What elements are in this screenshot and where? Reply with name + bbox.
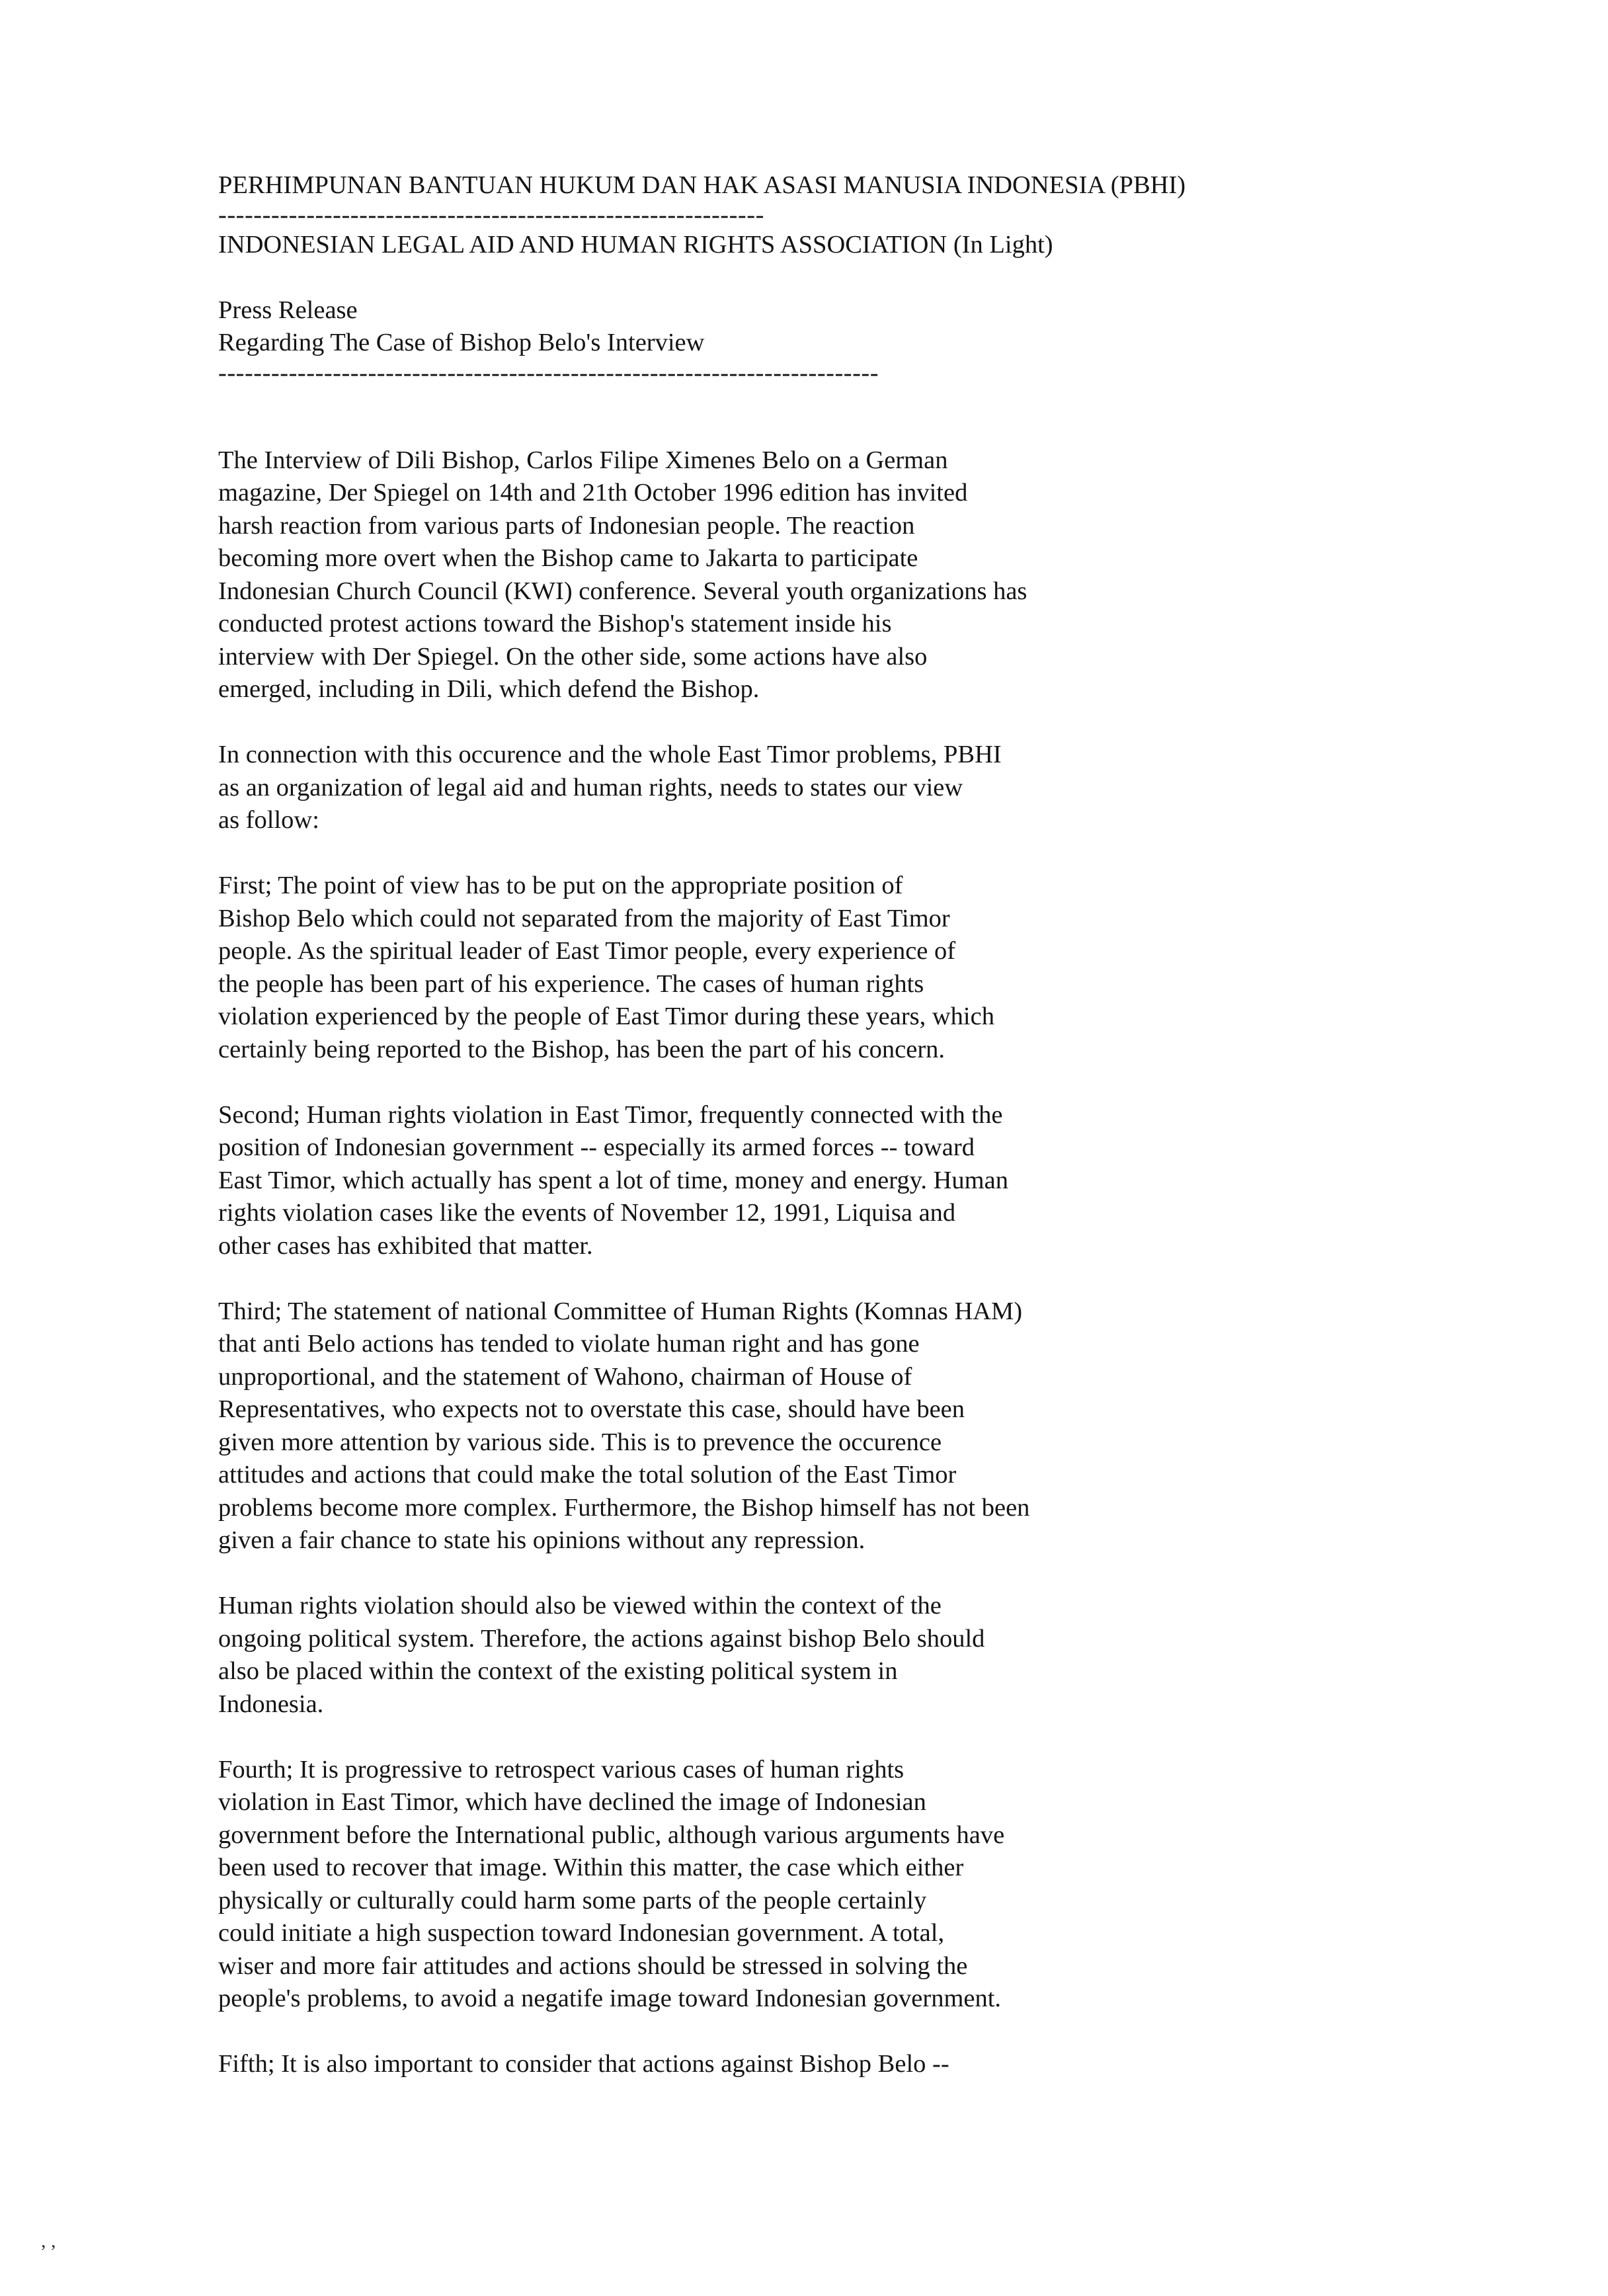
paragraph	[218, 1099, 1395, 1263]
paragraph-line: also be placed within the context of the existing political system in	[218, 1657, 898, 1685]
paragraph-line: violation in East Timor, which have declined the image of Indonesian	[218, 1788, 926, 1816]
paragraph-line: as an organization of legal aid and human rights, needs to states our view	[218, 773, 963, 801]
paragraph	[218, 870, 1395, 1066]
paragraph-line: as follow:	[218, 806, 319, 834]
paragraph-line: Indonesia.	[218, 1690, 324, 1718]
paragraph-line: Indonesian Church Council (KWI) conference. Several youth organizations has	[218, 577, 1027, 605]
paragraph-line: violation experienced by the people of East Timor during these years, which	[218, 1003, 994, 1030]
divider-rule: --------------------------------------------------------------	[218, 201, 764, 229]
paragraph-line: Fifth; It is also important to consider that actions against Bishop Belo --	[218, 2050, 949, 2078]
paragraph-line: conducted protest actions toward the Bishop's statement inside his	[218, 610, 892, 637]
paragraph-line: Representatives, who expects not to overstate this case, should have been	[218, 1395, 965, 1423]
paragraph	[218, 1590, 1395, 1721]
paragraph-line: Bishop Belo which could not separated from the majority of East Timor	[218, 904, 950, 932]
document-body	[218, 169, 1395, 2081]
paragraph	[218, 1754, 1395, 2016]
paragraph	[218, 444, 1395, 706]
paragraph-line: could initiate a high suspection toward Indonesian government. A total,	[218, 1919, 945, 1947]
paragraph-line: Second; Human rights violation in East Timor, frequently connected with the	[218, 1100, 1003, 1129]
paragraph-line: wiser and more fair attitudes and actions should be stressed in solving the	[218, 1951, 968, 1980]
paragraph-line: been used to recover that image. Within this matter, the case which either	[218, 1854, 964, 1881]
paragraph-line: interview with Der Spiegel. On the other side, some actions have also	[218, 642, 928, 671]
paragraph-line: given more attention by various side. This is to prevence the occurence	[218, 1428, 942, 1456]
paragraph-line: Human rights violation should also be viewed within the context of the	[218, 1592, 942, 1620]
paragraph-line: certainly being reported to the Bishop, has been the part of his concern.	[218, 1035, 945, 1063]
paragraph-line: emerged, including in Dili, which defend the Bishop.	[218, 675, 760, 703]
paragraph-line: problems become more complex. Furthermore, the Bishop himself has not been	[218, 1493, 1030, 1522]
paragraph-line: people's problems, to avoid a negatife image toward Indonesian government.	[218, 1985, 1002, 2012]
paragraph-line: magazine, Der Spiegel on 14th and 21th October 1996 edition has invited	[218, 479, 968, 507]
paragraph-line: ongoing political system. Therefore, the actions against bishop Belo should	[218, 1624, 985, 1653]
paragraph-line: The Interview of Dili Bishop, Carlos Filipe Ximenes Belo on a German	[218, 446, 948, 474]
paragraph-line: Third; The statement of national Committee of Human Rights (Komnas HAM)	[218, 1297, 1023, 1325]
scan-mark: , ,	[41, 2230, 56, 2252]
paragraph-line: harsh reaction from various parts of Indonesian people. The reaction	[218, 511, 915, 540]
paragraph-line: given a fair chance to state his opinions without any repression.	[218, 1526, 865, 1554]
org-name-indonesian: PERHIMPUNAN BANTUAN HUKUM DAN HAK ASASI MANUSIA INDONESIA (PBHI)	[218, 171, 1186, 199]
divider-rule: ---------------------------------------------------------------------------	[218, 358, 879, 387]
paragraph-line: that anti Belo actions has tended to violate human right and has gone	[218, 1330, 920, 1358]
paragraph-line: other cases has exhibited that matter.	[218, 1231, 593, 1260]
paragraph-line: physically or culturally could harm some parts of the people certainly	[218, 1886, 927, 1914]
press-release-text	[218, 444, 1395, 2081]
paragraph-line: East Timor, which actually has spent a lot of time, money and energy. Human	[218, 1166, 1008, 1194]
release-subject: Regarding The Case of Bishop Belo's Interview	[218, 329, 705, 356]
paragraph-line: people. As the spiritual leader of East Timor people, every experience of	[218, 937, 956, 965]
org-name-english: INDONESIAN LEGAL AID AND HUMAN RIGHTS ASSOCIATION (In Light)	[218, 231, 1053, 259]
paragraph-line: becoming more overt when the Bishop came to Jakarta to participate	[218, 544, 918, 572]
release-type: Press Release	[218, 296, 358, 324]
paragraph-line: government before the International public, although various arguments have	[218, 1821, 1005, 1849]
paragraph-line: the people has been part of his experience. The cases of human rights	[218, 969, 924, 998]
paragraph-line: attitudes and actions that could make the total solution of the East Timor	[218, 1461, 957, 1489]
paragraph-line: unproportional, and the statement of Wahono, chairman of House of	[218, 1362, 912, 1391]
paragraph-line: Fourth; It is progressive to retrospect various cases of human rights	[218, 1755, 904, 1784]
paragraph	[218, 739, 1395, 837]
paragraph-line: In connection with this occurence and the whole East Timor problems, PBHI	[218, 741, 1002, 768]
paragraph	[218, 2048, 1395, 2081]
paragraph-line: position of Indonesian government -- especially its armed forces -- toward	[218, 1133, 975, 1161]
paragraph	[218, 1295, 1395, 1557]
paragraph-line: rights violation cases like the events of November 12, 1991, Liquisa and	[218, 1199, 956, 1227]
paragraph-line: First; The point of view has to be put on the appropriate position of	[218, 872, 903, 899]
